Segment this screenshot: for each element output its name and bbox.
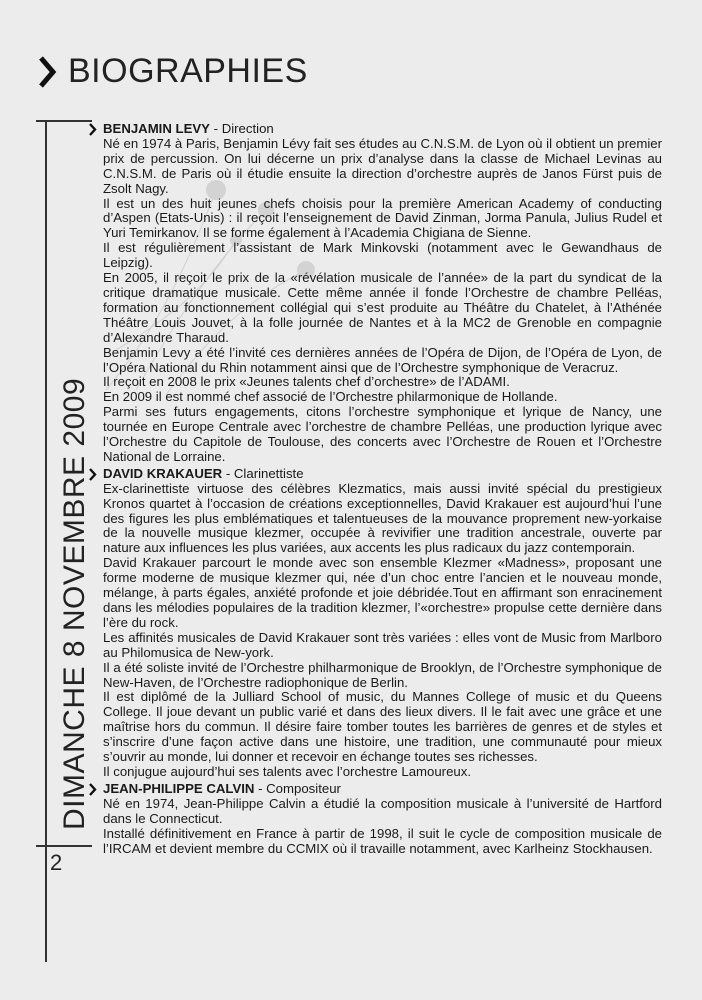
bio-paragraph: Parmi ses futurs engagements, citons l’orchestre symphonique et lyrique de Nancy, une tournée en Europe Centrale avec l’orchestre de chambre Pelléas, une production lyrique avec l’Orchestre du Capitole de Toulouse, des concerts avec l’Orchestre de Rouen et l’Orchestre National de Lorraine. [103, 404, 662, 464]
bio-paragraph: Il a été soliste invité de l’Orchestre philharmonique de Brooklyn, de l’Orchestre symphonique de New-Haven, de l’Orchestre radiophonique de Berlin. [103, 659, 662, 690]
bio-paragraph: Il reçoit en 2008 le prix «Jeunes talents chef d’orchestre» de l’ADAMI. [103, 374, 510, 390]
bio-paragraph: Ex-clarinettiste virtuose des célèbres Klezmatics, mais aussi invité spécial du prestigieux Kronos quartet à l’occasion de créations exceptionnelles, David Krakauer est aujourd’hui l’une des figures les plus emblématiques et talentueuses de la mouvance proprement new-yorkaise de la nouvelle musique klezmer, occupée à revivifier une tradition ancestrale, ouverte par nature aux influences les plus variées, aux accents les plus radicaux du jazz contemporain. [103, 480, 662, 556]
bio-paragraph: Il conjugue aujourd’hui ses talents avec l’orchestre Lamoureux. [103, 763, 471, 779]
chevron-right-icon [88, 123, 97, 136]
bio-david-krakauer [88, 467, 662, 780]
bio-body [88, 482, 662, 780]
bio-benjamin-levy [88, 122, 662, 465]
chevron-right-icon [36, 54, 58, 90]
bio-heading [88, 782, 662, 797]
bottom-frame-rule [36, 845, 92, 847]
bio-paragraph: Né en 1974, Jean-Philippe Calvin a étudié la composition musicale à l’université de Hartford dans le Connecticut. [103, 795, 662, 826]
bio-role: - Direction [209, 121, 274, 136]
bio-paragraph: Les affinités musicales de David Krakauer sont très variées : elles vont de Music from Marlboro au Philomusica de New-york. [103, 629, 662, 660]
bio-jean-philippe-calvin [88, 782, 662, 857]
bio-paragraph: En 2005, il reçoit le prix de la «révélation musicale de l’année» de la part du syndicat de la critique dramatique musicale. Cette même année il fonde l’Orchestre de chambre Pelléas, formation au fonctionnement collégial qui s’est produite au Théâtre du Chatelet, à l’Athénée Théâtre Louis Jouvet, à la folle journée de Nantes et à la MC2 de Grenoble en compagnie d’Alexandre Tharaud. [103, 270, 662, 345]
bio-paragraph: Il est régulièrement l’assistant de Mark Minkovski (notamment avec le Gewandhaus de Leipzig). [103, 240, 662, 271]
bio-paragraph: Il est un des huit jeunes chefs choisis pour la première American Academy of conducting d’Aspen (Etats-Unis) : il reçoit l’enseignement de David Zinman, Jorma Panula, Julius Rudel et Yuri Temirkanov. Il se forme également à l’Academia Chigiana de Sienne. [103, 195, 662, 241]
page-title: BIOGRAPHIES [68, 52, 308, 90]
date-side-label: DIMANCHE 8 NOVEMBRE 2009 [58, 377, 91, 830]
bio-heading [88, 467, 662, 482]
bio-name: BENJAMIN LEVY [103, 121, 210, 136]
bio-role: - Compositeur [254, 780, 341, 796]
bio-name: JEAN-PHILIPPE CALVIN [103, 780, 255, 796]
bio-paragraph: David Krakauer parcourt le monde avec son ensemble Klezmer «Madness», proposant une forme moderne de musique klezmer qui, née d’un choc entre l’ancien et le nouveau monde, mélange, à parts égales, anxiété profonde et joie débridée.Tout en affirmant son enracinement dans les mélodies populaires de la tradition klezmer, l’«orchestre» propulse cette dernière dans l’ère du rock. [103, 555, 662, 630]
bio-body [88, 797, 662, 857]
page-number: 2 [50, 850, 63, 875]
chevron-right-icon [88, 468, 97, 481]
left-frame-rule [45, 120, 47, 962]
bio-heading [88, 122, 662, 137]
bio-body [88, 137, 662, 465]
bio-paragraph: Né en 1974 à Paris, Benjamin Lévy fait ses études au C.N.S.M. de Lyon où il obtient un premier prix de percussion. On lui décerne un prix d’analyse dans la classe de Michael Levinas au C.N.S.M. de Paris où il étudie ensuite la direction d’orchestre auprès de Janos Fürst puis de Zsolt Nagy. [103, 135, 662, 196]
bio-paragraph: Installé définitivement en France à partir de 1998, il suit le cycle de composition musicale de l’IRCAM et devient membre du CCMIX où il travaille notamment, avec Karlheinz Stockhausen. [103, 825, 662, 856]
page-header [36, 52, 308, 91]
bio-name: DAVID KRAKAUER [103, 465, 223, 481]
bio-role: - Clarinettiste [222, 465, 304, 481]
chevron-right-icon [88, 783, 97, 796]
biographies-content [88, 122, 662, 858]
bio-paragraph: En 2009 il est nommé chef associé de l’Orchestre philarmonique de Hollande. [103, 389, 558, 405]
bio-paragraph: Il est diplômé de la Julliard School of music, du Mannes College of music et du Queens College. Il joue devant un public varié et dans des lieux divers. Il le fait avec une grâce et une maîtrise hors du commun. Il désire faire tomber toutes les barrières de genres et de styles et s’inscrire d’une façon active dans une histoire, une tradition, une communauté pour mieux s’ouvrir au monde, lui donner et recevoir en échange toutes ses richesses. [103, 689, 662, 765]
bio-paragraph: Benjamin Levy a été l’invité ces dernières années de l’Opéra de Dijon, de l’Opéra de Lyon, de l’Opéra National du Rhin notamment ainsi que de l’Orchestre symphonique de Veracruz. [103, 344, 662, 375]
